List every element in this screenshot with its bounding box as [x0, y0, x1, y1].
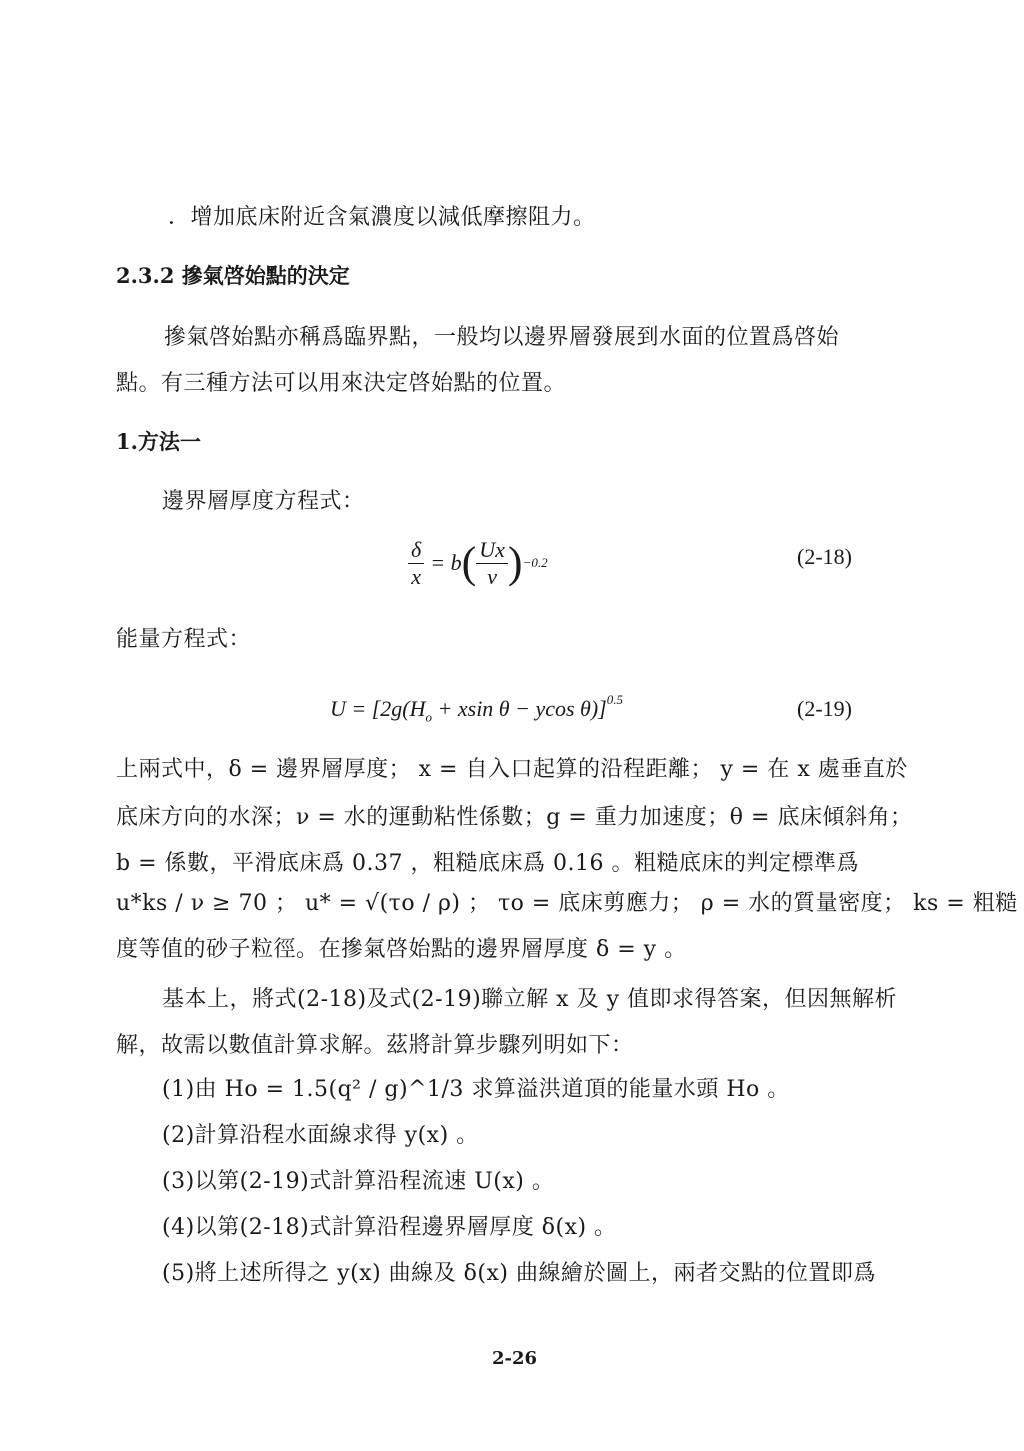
eq2-rest: + xsin θ − ycos θ)] — [432, 696, 607, 721]
eq1-left-paren: ( — [461, 538, 477, 587]
definitions-line-5: 度等值的砂子粒徑。在摻氣啓始點的邊界層厚度 δ = y 。 — [116, 937, 687, 962]
solution-line-2: 解，故需以數值計算求解。茲將計算步驟列明如下： — [116, 1033, 634, 1058]
definitions-line-2: 底床方向的水深；ν = 水的運動粘性係數；g = 重力加速度；θ = 底床傾斜角； — [116, 805, 913, 830]
eq2-subscript: o — [425, 709, 433, 725]
definitions-line-1: 上兩式中，δ = 邊界層厚度； x = 自入口起算的沿程距離； y = 在 x 處垂直於 — [116, 757, 908, 782]
equation-2-18 — [408, 528, 548, 598]
eq1-lhs-denominator: x — [411, 563, 421, 589]
eq1-inner-denominator: ν — [487, 563, 497, 589]
method-heading: 1.方法一 — [116, 429, 201, 454]
intro-line-2: 點。有三種方法可以用來決定啓始點的位置。 — [116, 371, 567, 396]
eq1-equals-b: = b — [430, 550, 462, 575]
equation-2-19 — [330, 692, 623, 725]
step-4: (4)以第(2-18)式計算沿程邊界層厚度 δ(x) 。 — [162, 1215, 617, 1240]
definitions-line-4: u*ks / ν ≥ 70 ； u* = √(τo / ρ) ； τo = 底床剪應力； ρ = 水的質量密度； ks = 粗糙 — [116, 891, 1018, 916]
eq1-inner-numerator: Ux — [476, 537, 508, 564]
page-number: 2-26 — [492, 1348, 538, 1369]
eq1-lhs-fraction — [408, 537, 424, 590]
step-3: (3)以第(2-19)式計算沿程流速 U(x) 。 — [162, 1169, 555, 1194]
section-heading: 2.3.2 摻氣啓始點的決定 — [116, 263, 350, 288]
bullet-line: ．增加底床附近含氣濃度以減低摩擦阻力。 — [168, 205, 596, 230]
eq1-right-paren: ) — [507, 538, 523, 587]
eq1-lhs-numerator: δ — [408, 537, 424, 564]
step-1: (1)由 Ho = 1.5(q² / g)^1/3 求算溢洪道頂的能量水頭 Ho 。 — [162, 1077, 790, 1102]
eq1-number: (2-18) — [797, 544, 852, 569]
eq2-number: (2-19) — [797, 696, 852, 721]
eq2-main: U = [2g(H — [330, 696, 426, 721]
step-5: (5)將上述所得之 y(x) 曲線及 δ(x) 曲線繪於圖上，兩者交點的位置即爲 — [162, 1261, 876, 1286]
boundary-layer-label: 邊界層厚度方程式： — [162, 489, 365, 514]
energy-label: 能量方程式： — [116, 627, 252, 652]
eq1-exponent: −0.2 — [522, 555, 548, 570]
eq1-inner-fraction — [476, 537, 508, 590]
intro-line-1: 摻氣啓始點亦稱爲臨界點，一般均以邊界層發展到水面的位置爲啓始 — [164, 325, 840, 350]
solution-line-1: 基本上，將式(2-18)及式(2-19)聯立解 x 及 y 值即求得答案，但因無解析 — [162, 987, 897, 1012]
definitions-line-3: b = 係數，平滑底床爲 0.37 ，粗糙底床爲 0.16 。粗糙底床的判定標準爲 — [116, 851, 859, 876]
step-2: (2)計算沿程水面線求得 y(x) 。 — [162, 1123, 479, 1148]
eq2-exponent: 0.5 — [606, 692, 623, 707]
